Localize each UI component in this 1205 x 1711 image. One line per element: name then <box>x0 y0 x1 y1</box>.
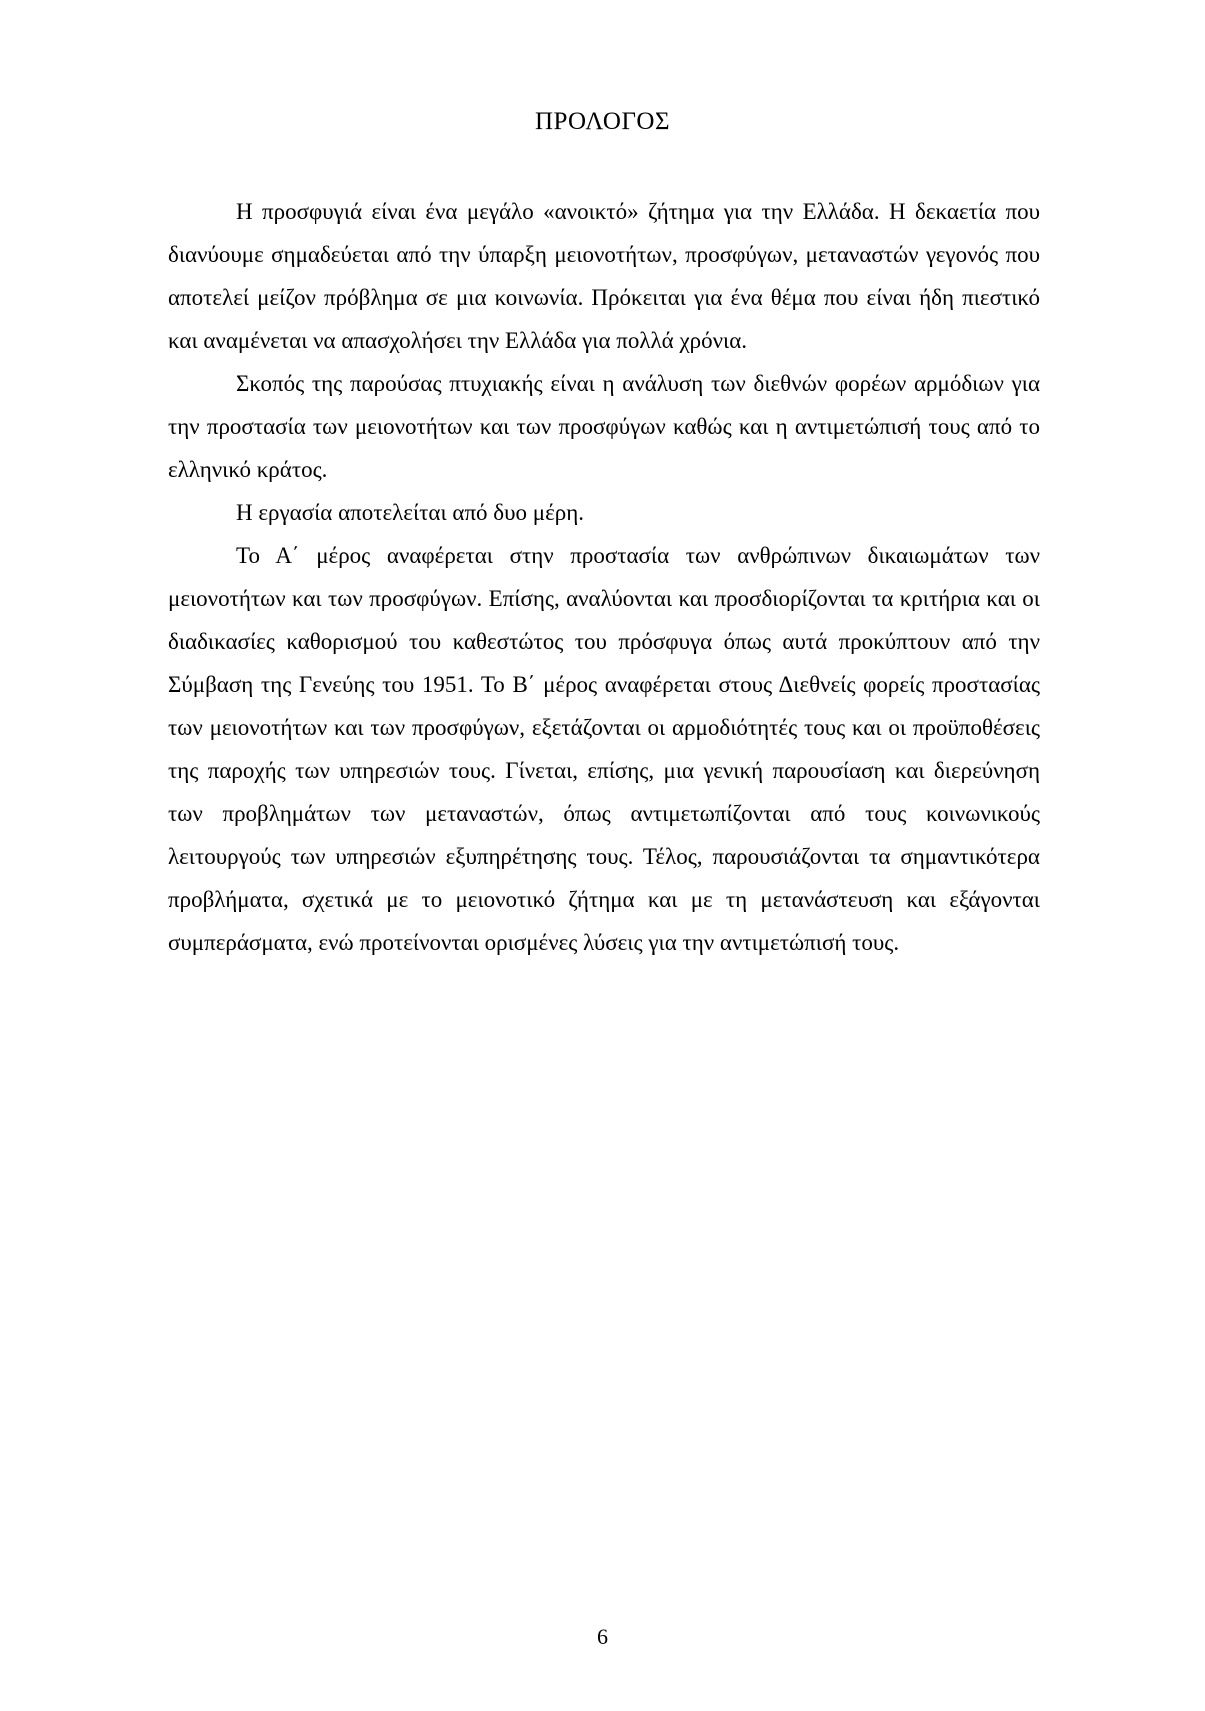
paragraph-parts: Το Α΄ μέρος αναφέρεται στην προστασία των ανθρώπινων δικαιωμάτων των μειονοτήτων και των προσφύγων. Επίσης, αναλύονται και προσδιορίζονται τα κριτήρια και οι διαδικασίες καθορισμού του καθεστώτος του πρόσφυγα όπως αυτά προκύπτουν από την Σύμβαση της Γενεύης του 1951. Το Β΄ μέρος αναφέρεται στους Διεθνείς φορείς προστασίας των μειονοτήτων και των προσφύγων, εξετάζονται οι αρμοδιότητές τους και οι προϋποθέσεις της παροχής των υπηρεσιών τους. Γίνεται, επίσης, μια γενική παρουσίαση και διερεύνηση των προβλημάτων των μεταναστών, όπως αντιμετωπίζονται από τους κοινωνικούς λειτουργούς των υπηρεσιών εξυπηρέτησης τους. Τέλος, παρουσιάζονται τα σημαντικότερα προβλήματα, σχετικά με το μειονοτικό ζήτημα και με τη μετανάστευση και εξάγονται συμπεράσματα, ενώ προτείνονται ορισμένες λύσεις για την αντιμετώπισή τους. <box>168 543 1040 955</box>
page-number: 6 <box>597 1624 608 1649</box>
paragraph-structure: Η εργασία αποτελείται από δυο μέρη. <box>236 500 585 525</box>
paragraph-intro: Η προσφυγιά είναι ένα μεγάλο «ανοικτό» ζήτημα για την Ελλάδα. Η δεκαετία που διανύουμε σημαδεύεται από την ύπαρξη μειονοτήτων, προσφύγων, μεταναστών γεγονός που αποτελεί μείζον πρόβλημα σε μια κοινωνία. Πρόκειται για ένα θέμα που είναι ήδη πιεστικό και αναμένεται να απασχολήσει την Ελλάδα για πολλά χρόνια. <box>168 199 1040 353</box>
page-title: ΠΡΟΛΟΓΟΣ <box>534 108 671 135</box>
paragraph-purpose: Σκοπός της παρούσας πτυχιακής είναι η ανάλυση των διεθνών φορέων αρμόδιων για την προστασία των μειονοτήτων και των προσφύγων καθώς και η αντιμετώπισή τους από το ελληνικό κράτος. <box>168 371 1040 482</box>
body-text <box>168 190 1040 964</box>
